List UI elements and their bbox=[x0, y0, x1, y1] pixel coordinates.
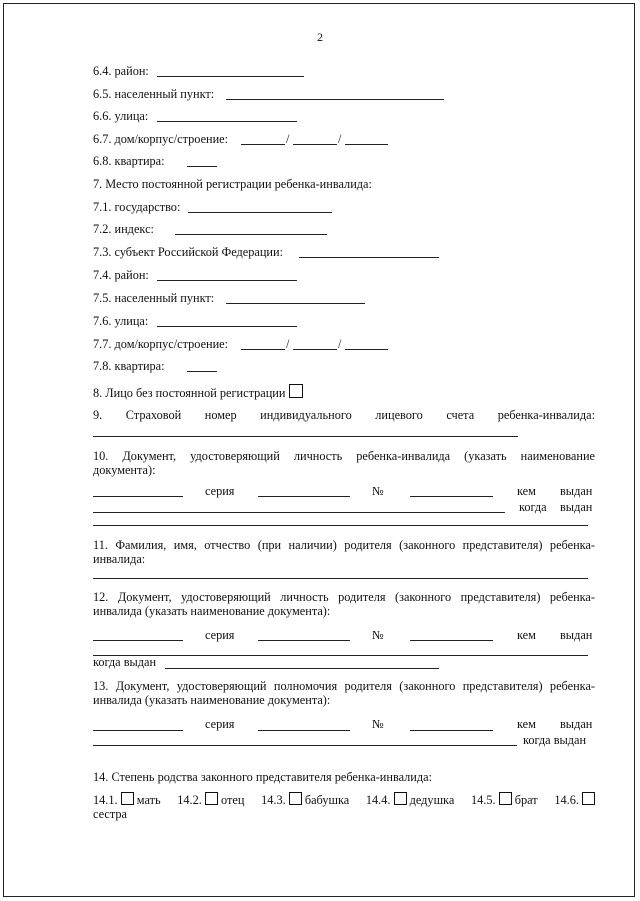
option-14-4 bbox=[366, 792, 454, 807]
option-14-2 bbox=[177, 792, 244, 807]
label-7-5: 7.5. населенный пункт: bbox=[93, 291, 215, 305]
label-13-issued: выдан bbox=[560, 717, 593, 731]
label-10-line2: документа): bbox=[93, 463, 156, 477]
label-11-line1: 11. Фамилия, имя, отчество (при наличии) родителя (законного представителя) ребенка- bbox=[93, 538, 595, 552]
field-6-7-building[interactable] bbox=[293, 144, 337, 145]
option-14-5 bbox=[471, 792, 538, 807]
option-label: брат bbox=[514, 793, 538, 807]
field-12-series[interactable] bbox=[258, 640, 350, 641]
word: Страховой bbox=[125, 408, 182, 422]
label-12-issued: выдан bbox=[560, 628, 593, 642]
field-13-issued-by[interactable] bbox=[93, 745, 517, 746]
field-6-4-district[interactable] bbox=[157, 76, 304, 77]
label-8-no-registration bbox=[93, 384, 303, 400]
label-6-6: 6.6. улица: bbox=[93, 109, 149, 123]
field-7-5-locality[interactable] bbox=[226, 303, 365, 304]
label-14-relationship: 14. Степень родства законного представителя ребенка-инвалида: bbox=[93, 770, 433, 784]
slash-6-7-b: / bbox=[338, 132, 342, 146]
word: счета bbox=[446, 408, 475, 422]
field-12-issued-date[interactable] bbox=[165, 668, 439, 669]
label-7-6: 7.6. улица: bbox=[93, 314, 149, 328]
label-13-when-issued: когда выдан bbox=[523, 733, 587, 747]
field-12-number[interactable] bbox=[410, 640, 493, 641]
word: 9. bbox=[93, 408, 103, 422]
checkbox-father[interactable] bbox=[205, 792, 218, 805]
option-label: отец bbox=[221, 793, 245, 807]
label-7-7: 7.7. дом/корпус/строение: bbox=[93, 337, 229, 351]
label-13-line2: инвалида (указать наименование документа): bbox=[93, 693, 331, 707]
slash-7-7-a: / bbox=[286, 337, 290, 351]
label-13-line1: 13. Документ, удостоверяющий полномочия родителя (законного представителя) ребенка- bbox=[93, 679, 595, 693]
field-7-7-building[interactable] bbox=[293, 349, 337, 350]
field-6-6-street[interactable] bbox=[157, 121, 297, 122]
label-12-line2: инвалида (указать наименование документа): bbox=[93, 604, 331, 618]
label-6-8: 6.8. квартира: bbox=[93, 154, 165, 168]
field-13-series[interactable] bbox=[258, 730, 350, 731]
label-11-line2: инвалида: bbox=[93, 552, 146, 566]
word: номер bbox=[204, 408, 237, 422]
field-7-2-index[interactable] bbox=[175, 234, 327, 235]
label-9-snils bbox=[93, 408, 595, 422]
label-13-number: № bbox=[372, 717, 384, 731]
field-10-issued-by[interactable] bbox=[93, 512, 505, 513]
option-num: 14.2. bbox=[177, 793, 202, 807]
label-8-text: 8. Лицо без постоянной регистрации bbox=[93, 386, 286, 400]
field-7-3-region[interactable] bbox=[299, 257, 439, 258]
field-7-8-apartment[interactable] bbox=[187, 371, 217, 372]
field-11-parent-name[interactable] bbox=[93, 578, 588, 579]
label-12-issued-by: кем bbox=[517, 628, 536, 642]
word: ребенка-инвалида: bbox=[497, 408, 595, 422]
option-num: 14.5. bbox=[470, 793, 496, 807]
field-9-snils[interactable] bbox=[93, 436, 518, 437]
heading-7-registration: 7. Место постоянной регистрации ребенка-инвалида: bbox=[93, 177, 372, 191]
page-number: 2 bbox=[317, 30, 323, 44]
relationship-options bbox=[93, 792, 595, 807]
label-12-number: № bbox=[372, 628, 384, 642]
label-13-issued-by: кем bbox=[517, 717, 536, 731]
option-14-6-label: сестра bbox=[93, 807, 127, 821]
field-12-doc-name[interactable] bbox=[93, 640, 183, 641]
label-6-7: 6.7. дом/корпус/строение: bbox=[93, 132, 229, 146]
label-7-4: 7.4. район: bbox=[93, 268, 149, 282]
label-13-series: серия bbox=[205, 717, 235, 731]
field-12-issued-by[interactable] bbox=[93, 655, 588, 656]
option-label: мать bbox=[136, 793, 161, 807]
field-10-issued-date[interactable] bbox=[93, 525, 588, 526]
word: индивидуального bbox=[260, 408, 352, 422]
checkbox-grandmother[interactable] bbox=[289, 792, 302, 805]
option-label: дедушка bbox=[409, 793, 455, 807]
option-num: 14.4. bbox=[365, 793, 391, 807]
label-6-5: 6.5. населенный пункт: bbox=[93, 87, 215, 101]
field-7-7-house[interactable] bbox=[241, 349, 285, 350]
option-14-3 bbox=[261, 792, 349, 807]
option-num: 14.6. bbox=[554, 793, 579, 807]
option-14-6 bbox=[554, 792, 595, 807]
label-12-when-issued: когда выдан bbox=[93, 655, 157, 669]
field-7-4-district[interactable] bbox=[157, 280, 297, 281]
field-7-7-structure[interactable] bbox=[345, 349, 388, 350]
option-num: 14.1. bbox=[93, 793, 118, 807]
label-10-number: № bbox=[372, 484, 384, 498]
checkbox-brother[interactable] bbox=[499, 792, 512, 805]
field-7-6-street[interactable] bbox=[157, 326, 297, 327]
label-10-issued: выдан bbox=[560, 484, 593, 498]
label-12-line1: 12. Документ, удостоверяющий личность родителя (законного представителя) ребенка- bbox=[93, 590, 595, 604]
checkbox-no-registration[interactable] bbox=[289, 384, 303, 398]
field-10-number[interactable] bbox=[410, 496, 493, 497]
field-6-7-structure[interactable] bbox=[345, 144, 388, 145]
label-7-3: 7.3. субъект Российской Федерации: bbox=[93, 245, 283, 259]
label-7-2: 7.2. индекс: bbox=[93, 222, 154, 236]
label-7-1: 7.1. государство: bbox=[93, 200, 181, 214]
option-label: бабушка bbox=[304, 793, 350, 807]
field-10-series[interactable] bbox=[258, 496, 350, 497]
label-6-4: 6.4. район: bbox=[93, 64, 149, 78]
checkbox-grandfather[interactable] bbox=[394, 792, 407, 805]
label-10-issued-by: кем bbox=[517, 484, 536, 498]
field-13-doc-name[interactable] bbox=[93, 730, 183, 731]
label-10-line1: 10. Документ, удостоверяющий личность ребенка-инвалида (указать наименование bbox=[93, 449, 595, 463]
label-7-8: 7.8. квартира: bbox=[93, 359, 165, 373]
slash-6-7-a: / bbox=[286, 132, 290, 146]
label-10-when: когда bbox=[519, 500, 547, 514]
field-6-8-apartment[interactable] bbox=[187, 166, 217, 167]
label-12-series: серия bbox=[205, 628, 235, 642]
field-10-doc-name[interactable] bbox=[93, 496, 183, 497]
checkbox-sister[interactable] bbox=[582, 792, 595, 805]
field-6-5-locality[interactable] bbox=[226, 99, 444, 100]
option-num: 14.3. bbox=[261, 793, 286, 807]
word: лицевого bbox=[375, 408, 423, 422]
field-13-number[interactable] bbox=[410, 730, 493, 731]
label-10-issued-2: выдан bbox=[560, 500, 593, 514]
option-14-1 bbox=[93, 792, 161, 807]
label-10-series: серия bbox=[205, 484, 235, 498]
slash-7-7-b: / bbox=[338, 337, 342, 351]
checkbox-mother[interactable] bbox=[121, 792, 134, 805]
field-6-7-house[interactable] bbox=[241, 144, 285, 145]
field-7-1-country[interactable] bbox=[188, 212, 332, 213]
